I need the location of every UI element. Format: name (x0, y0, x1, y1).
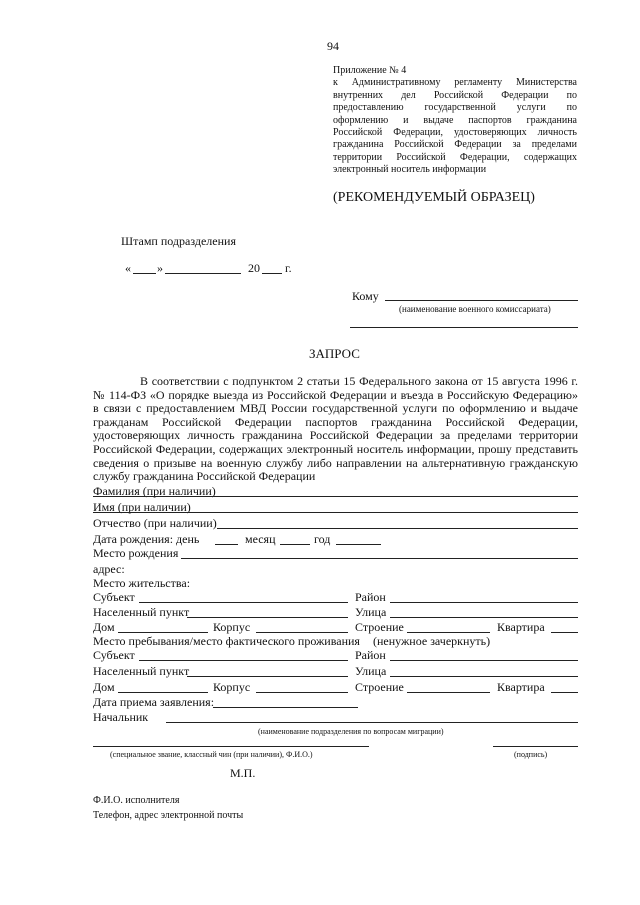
sample-title: (РЕКОМЕНДУЕМЫЙ ОБРАЗЕЦ) (333, 190, 535, 205)
street-label: Улица (355, 605, 387, 619)
birth-date-label: Дата рождения: день (93, 532, 200, 546)
block-label: Корпус (213, 620, 251, 634)
stay-subject-field[interactable] (139, 660, 348, 661)
appendix-line: территории Российской Федерации, содержащих (333, 151, 577, 163)
to-line-2 (350, 327, 578, 328)
to-line (385, 300, 578, 301)
stamp-label: Штамп подразделения (121, 234, 236, 248)
day-blank (133, 273, 156, 274)
page-number: 94 (327, 39, 339, 53)
birth-place-field[interactable] (181, 558, 578, 559)
signature-caption: (подпись) (514, 750, 548, 759)
date-year-prefix: 20 (248, 261, 260, 275)
surname-field[interactable] (93, 496, 578, 497)
stay-district-label: Район (355, 648, 386, 662)
appendix-line: к Административному регламенту Министерства (333, 77, 577, 89)
block-field[interactable] (256, 632, 348, 633)
patronymic-field[interactable] (217, 528, 578, 529)
stay-block-field[interactable] (256, 692, 348, 693)
birth-month-label: месяц (245, 532, 276, 546)
stay-apartment-field[interactable] (551, 692, 578, 693)
body-line: службу гражданина Российской Федерации (93, 469, 316, 484)
to-caption: (наименование военного комиссариата) (399, 304, 551, 314)
date-close-quote: » (157, 261, 163, 275)
subject-label: Субъект (93, 590, 135, 604)
body-line: гражданам Российской Федерации паспортов гражданина Российской Федерации, (93, 415, 578, 429)
district-label: Район (355, 590, 386, 604)
appendix-line: оформлению и выдаче паспортов гражданина (333, 114, 577, 126)
stay-block-label: Корпус (213, 680, 251, 694)
stay-building-label: Строение (355, 680, 404, 694)
district-field[interactable] (390, 602, 578, 603)
year-blank (262, 273, 282, 274)
stay-place-label: Место пребывания/место фактического проживания (93, 634, 360, 648)
body-line: в связи с предоставлением МВД России государственной услуги по оформлению и выдаче (93, 402, 578, 416)
name-field[interactable] (93, 512, 578, 513)
house-field[interactable] (118, 632, 208, 633)
stay-subject-label: Субъект (93, 648, 135, 662)
surname-label: Фамилия (при наличии) (93, 484, 216, 498)
stay-apartment-label: Квартира (497, 680, 545, 694)
appendix-line: Приложение № 4 (333, 65, 407, 76)
stay-house-field[interactable] (118, 692, 208, 693)
appendix-line: электронный носитель информации (333, 164, 487, 176)
appendix-block (333, 65, 577, 177)
address-label: адрес: (93, 562, 125, 576)
rank-line[interactable] (93, 746, 369, 747)
unit-caption: (наименование подразделения по вопросам миграции) (258, 727, 444, 736)
seal-label: М.П. (230, 766, 256, 780)
month-blank (165, 273, 241, 274)
residence-label: Место жительства: (93, 576, 191, 590)
request-body (93, 375, 578, 484)
subject-field[interactable] (139, 602, 348, 603)
name-label: Имя (при наличии) (93, 500, 191, 514)
chief-label: Начальник (93, 710, 149, 724)
appendix-line: предоставлению государственной услуги по (333, 102, 577, 114)
birth-year-label: год (314, 532, 331, 546)
body-line: сведения о призыве на военную службу либо направлении на альтернативную гражданскую (93, 456, 578, 470)
apartment-field[interactable] (551, 632, 578, 633)
to-label: Кому (352, 289, 379, 303)
stay-street-field[interactable] (390, 676, 578, 677)
locality-label: Населенный пункт (93, 605, 190, 619)
appendix-line: Российской Федерации, удостоверяющих личность (333, 127, 577, 139)
stay-street-label: Улица (355, 664, 387, 678)
cross-out-note: (ненужное зачеркнуть) (373, 634, 491, 648)
stay-building-field[interactable] (407, 692, 490, 693)
building-field[interactable] (407, 632, 490, 633)
body-line: Российской Федерации, содержащих электронный носитель информации, прошу представить (93, 442, 578, 456)
stay-district-field[interactable] (390, 660, 578, 661)
birth-year-field[interactable] (336, 544, 381, 545)
appendix-line: гражданина Российской Федерации за пределами (333, 139, 577, 151)
appendix-line: внутренних дел Российской Федерации по (333, 89, 577, 101)
rank-caption: (специальное звание, классный чин (при наличии), Ф.И.О.) (110, 750, 313, 759)
birth-month-field[interactable] (280, 544, 310, 545)
street-field[interactable] (390, 617, 578, 618)
house-label: Дом (93, 620, 115, 634)
birth-place-label: Место рождения (93, 546, 179, 560)
body-line: удостоверяющих личность гражданина Российской Федерации за пределами территории (93, 429, 578, 443)
body-line: № 114-ФЗ «О порядке выезда из Российской Федерации и въезда в Российскую Федерацию» (93, 388, 578, 402)
stay-house-label: Дом (93, 680, 115, 694)
request-heading: ЗАПРОС (309, 346, 360, 361)
contacts-label: Телефон, адрес электронной почты (93, 810, 244, 821)
patronymic-label: Отчество (при наличии) (93, 516, 217, 530)
locality-field[interactable] (187, 617, 348, 618)
date-year-suffix: г. (285, 261, 292, 275)
body-line: В соответствии с подпунктом 2 статьи 15 Федерального закона от 15 августа 1996 г. (140, 375, 578, 388)
executor-label: Ф.И.О. исполнителя (93, 795, 180, 806)
signature-line[interactable] (493, 746, 578, 747)
building-label: Строение (355, 620, 404, 634)
birth-day-field[interactable] (215, 544, 238, 545)
application-date-label: Дата приема заявления: (93, 695, 215, 709)
application-date-field[interactable] (213, 707, 358, 708)
stay-locality-label: Населенный пункт (93, 664, 190, 678)
chief-field[interactable] (166, 722, 578, 723)
apartment-label: Квартира (497, 620, 545, 634)
date-open-quote: « (125, 261, 131, 275)
stay-locality-field[interactable] (187, 676, 348, 677)
